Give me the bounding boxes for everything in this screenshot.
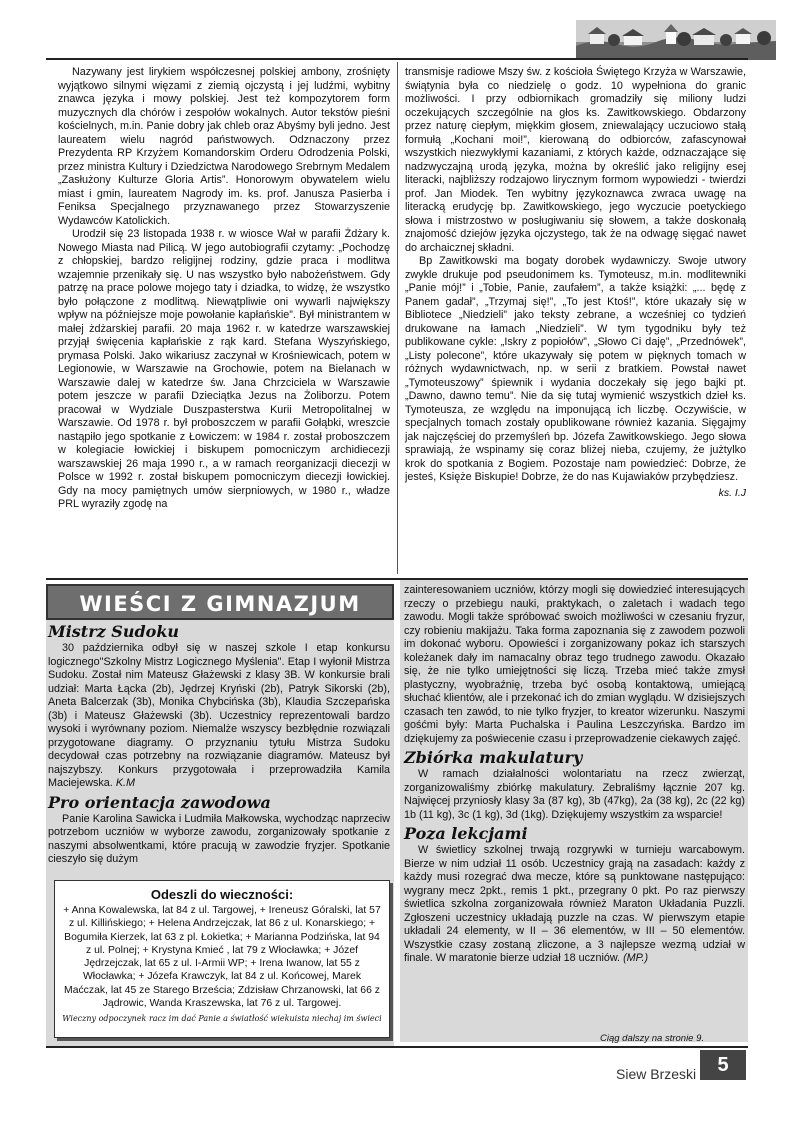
column-divider — [397, 62, 398, 574]
article-left-column — [58, 66, 390, 512]
makulatura-text: W ramach działalności wolontariatu na rzecz zwierząt, zorganizowaliśmy zbiórkę makulatury. Zebraliśmy łącznie 207 kg. Najwięcej przyniosły klasy 3a (87 kg), 3b (47kg), 2a (38 kg), 2c (22 kg) 1b (11 kg), 3c (1 kg), 3d (1kg). Dziękujemy wszystkim za wsparcie! — [404, 768, 745, 821]
header-village-image — [576, 20, 776, 60]
lekcje-heading: Poza lekcjami — [404, 824, 528, 843]
obituary-title: Odeszli do wieczności: — [150, 887, 294, 902]
section-title: WIEŚCI Z GIMNAZJUM — [46, 584, 394, 620]
lekcje-body: W świetlicy szkolnej trwają rozgrywki w turnieju warcabowym. Bierze w nim udział 11 osób. Uczestnicy grają na zasadach: każdy z każdy musi rozegrać dwa mecze, które są punktowane następująco: wygrany mecz 2pkt., remis 1 pkt., przegrany 0 pkt. Po raz pierwszy świetlica szkolna zorganizowała również Maraton Układania Puzzli. Zgłoszeni uczestnicy układają puzzle na czas. W pierwszym etapie układali 24 elementy, w II – 36 elementów, w III – 50 elementów. Wszystkie czasy zostaną zliczone, a 3 najlepsze wezmą udział w finale. W maratonie bierze udział 18 uczniów. — [404, 844, 745, 964]
lekcje-text — [404, 844, 745, 966]
orientacja-continued: zainteresowaniem uczniów, którzy mogli się dowiedzieć interesujących rzeczy o przebiegu nauki, praktykach, o zaletach i wadach tego zawodu. Mogli także spróbować swoich możliwości w czesaniu fryzur, czy robieniu makijażu. Taka forma zapoznania się z zawodem pozwoli im dokonać wyboru. Opowieści i zorganizowany pokaz ich starszych koleżanek dały im namacalny obraz tego trudnego zawodu. Okazało się, że nie tylko umiejętności się liczą. Trzeba mieć także zmysł plastyczny, wyobraźnię, trzeba być osobą kontaktową, umiejącą słuchać klientów, ale i przekonać ich do zmian wyglądu. W dzisiejszych czasach ten zawód, to nie tylko fryzjer, to kreator wizerunku. Naszymi gośćmi były: Marta Puchalska i Paulina Leszczyńska. Bardzo im dziękujemy za poświecenie czasu i przeprowadzenie ciekawych zajęć. — [404, 584, 745, 745]
obituary-footer: Wieczny odpoczynek racz im dać Panie a światłość wiekuista niechaj im świeci — [62, 1014, 382, 1024]
article-signature: ks. I.J — [718, 486, 746, 499]
article-right-column — [405, 66, 746, 499]
article-paragraph: Urodził się 23 listopada 1938 r. w wiosce Wał w parafii Żdżary k. Nowego Miasta nad Pilicą. W jego autobiografii czytamy: „Pochodzę z chłopskiej, bardzo religijnej rodziny, gdzie praca i modlitwa wzajemnie przenikały się. U nas wszystko było nabożeństwem. Gdy patrzę na prace polowe mojego taty i dziadka, to widzę, że wszystko było połączone z modlitwą. Niewątpliwie oni wywarli największy wpływ na późniejsze moje powołanie kapłańskie”. Był ministrantem w małej żdżarskiej parafii. 20 maja 1962 r. w katedrze warszawskiej przyjął święcenia kapłańskie z rąk kard. Stefana Wyszyńskiego, prymasa Polski. Jako wikariusz zaczynał w Krośniewicach, potem w Legionowie, w Warszawie na Grochowie, potem na Bielanach w Warszawie dalej w katedrze św. Jana Chrzciciela w Warszawie potem jeszcze w parafii Dzieciątka Jezus na Żoliborzu. Potem pracował w Wydziale Duszpasterstwa Kurii Metropolitalnej w Warszawie. Od 1978 r. był proboszczem w parafii Gołąbki, wreszcie nastąpiło jego spotkanie z Łowiczem: w 1984 r. został proboszczem w kolegiacie łowickiej i biskupem pomocniczym archidiecezji warszawskiej 26 maja 1990 r., a w ramach reorganizacji diecezji w Polsce w 1992 r. został biskupem pomocniczym diecezji łowickiej. Gdy na mocy pamiętnych umów sierpniowych, w 1980 r., władze PRL wyraziły zgodę na — [58, 228, 390, 510]
header-rule — [46, 58, 748, 60]
lekcje-initials: (MP.) — [623, 952, 649, 964]
article-paragraph: transmisje radiowe Mszy św. z kościoła Świętego Krzyża w Warszawie, świątynia była co niedzielę o godz. 10 wypełniona do granic możliwości. I przy odbiornikach gromadziły się miliony ludzi oczekujących szczególnie na głos ks. Zawitkowskiego. Obdarzony przez naturę ciepłym, miękkim głosem, zniewalający uczuciowo stałą formułą „Kochani moi!”, kierowaną do odbiorców, zafascynował wszystkich niezwykłymi kazaniami, z których każde, odznaczające się nadzwyczajną urodą języka, można by określić jako religijny esej literacki, najbliższy rodzajowo lirycznym formom wypowiedzi - twierdzi prof. Jan Miodek. Ten wybitny językoznawca zwraca uwagę na literacką erudycję bp. Zawitkowskiego, jego wyczucie poetyckiego słowa i mistrzostwo w posługiwaniu się słowem, a także doskonałą znajomość dziejów języka ojczystego, tak że na odwagę sięgać nawet do archaicznej składni. — [405, 66, 746, 254]
sudoku-initials: K.M — [115, 777, 136, 789]
publication-name: Siew Brzeski — [616, 1066, 697, 1082]
obituary-text: + Anna Kowalewska, lat 84 z ul. Targowej, + Ireneusz Góralski, lat 57 z ul. Killińskiego; + Helena Andrzejczak, lat 86 z ul. Konarskiego; + Bogumiła Kierzek, lat 63 z pl. Łokietka; + Marianna Podzińska, lat 94 z ul. Polnej; + Krystyna Kmieć , lat 79 z Włocławka; + Józef Jędrzejczak, lat 65 z ul. I-Armii WP; + Irena Iwanow, lat 55 z Włocławka; + Józefa Krawczyk, lat 84 z ul. Końcowej, Marek Maćczak, lat 45 ze Starego Brześcia; Zdzisław Chrzanowski, lat 66 z Jądrowic, Wanda Kraszewska, lat 76 z ul. Targowej. — [63, 905, 381, 1010]
obituary-box — [54, 880, 390, 1038]
sudoku-text — [48, 642, 390, 791]
article-paragraph: Bp Zawitkowski ma bogaty dorobek wydawniczy. Swoje utwory zwykle drukuje pod pseudonimem ks. Tymoteusz, m.in. modlitewniki „Panie mój!” i „Tobie, Panie, zaufałem”, a także książki: „... będę z Panem gadał”, „Trzymaj się!”, „To jest Ktoś!”, które ukazały się w Bibliotece „Niedzieli” jako teksty zebrane, a wcześniej co tydzień drukowane na łamach „Niedzieli”. W tym tygodniku były też publikowane cykle: „Iskry z popiołów”, „Słowo Ci daję”, „Przednówek”, „Listy polecone”, które ukazywały się potem w pięknych tomach w różnych wydawnictwach, np. w serii z bratkiem. Powstał nawet „Tymoteuszowy” śpiewnik i wydania doczekały się jego bajki pt. „Dawno, dawno temu”. Nie da się tutaj wymienić wszystkich dzieł ks. Tymoteusza, ze względu na imponującą ich liczbę. Oczywiście, w specjalnych tomach zostały opublikowane również kazania. Sięgajmy jak najczęściej do przemyśleń bp. Józefa Zawitkowskiego. Jego słowa sprawiają, że wspinamy się coraz bliżej nieba, czujemy, że jużtylko krok do spotkania z Bogiem. Pozostaje nam powiedzieć: Dobrze, że jesteś, Księże Biskupie! Dobrze, że do nas Kujawiaków przybędziesz. — [405, 255, 746, 483]
orientacja-heading: Pro orientacja zawodowa — [48, 792, 271, 812]
gimnazjum-left-column — [48, 622, 390, 867]
gimnazjum-right-column — [404, 584, 745, 966]
sudoku-body: 30 października odbył się w naszej szkole I etap konkursu logicznego"Szkolny Mistrz Logicznego Myślenia". Etap I wyłonił Mistrza Sudoku. Został nim Mateusz Głażewski z klasy 3B. W konkursie brali udział: Marta Łącka (2b), Jędrzej Kryński (2b), Patryk Sikorski (2b), Aneta Balcerzak (3b), Monika Chybcińska (3b), Klaudia Szczepańska (3b) i Mateusz Głażewski (3b). Uczestnicy reprezentowali bardzo wysoki i wyrównany poziom. Niemalże wszyscy bezbłędnie rozwiązali przygotowane diagramy. O przyznaniu tytułu Mistrza Sudoku decydował czas potrzebny na rozwiązanie diagramów. Mateusz był najszybszy. Konkurs przygotowała i przeprowadziła Kamila Maciejewska. — [48, 642, 390, 789]
footer-rule — [46, 1046, 748, 1048]
continued-note: Ciąg dalszy na stronie 9. — [600, 1033, 705, 1044]
makulatura-heading: Zbiórka makulatury — [404, 748, 583, 767]
page-number: 5 — [700, 1050, 746, 1080]
orientacja-text: Panie Karolina Sawicka i Ludmiła Małkowska, wychodząc naprzeciw potrzebom uczniów w wyborze zawodu, zorganizowały spotkanie z naszymi absolwentkami, które pracują w zawodzie fryzjer. Spotkanie cieszyło się dużym — [48, 812, 390, 865]
sudoku-heading: Mistrz Sudoku — [48, 622, 180, 641]
article-paragraph: Nazywany jest lirykiem współczesnej polskiej ambony, zrośnięty wyjątkowo silnymi więzami z ziemią ojczystą i jej ludźmi, wybitny znawca języka i mowy polskiej. Jest też kompozytorem form muzycznych dla chórów i zespołów wokalnych. Autor tekstów pieśni kościelnych, m.in. Panie dobry jak chleb oraz Abyśmy byli jedno. Jest laureatem wielu nagród państwowych. Odznaczony przez Prezydenta RP Krzyżem Komandorskim Orderu Odrodzenia Polski, przez ministra Kultury i Dziedzictwa Narodowego Srebrnym Medalem „Zasłużony Kulturze Gloria Artis”. Honorowym obywatelem wielu miast i gmin, laureatem Nagrody im. ks. prof. Janusza Pasierba i Feniksa Specjalnego przyznawanego przez Stowarzyszenie Wydawców Katolickich. — [58, 66, 390, 227]
